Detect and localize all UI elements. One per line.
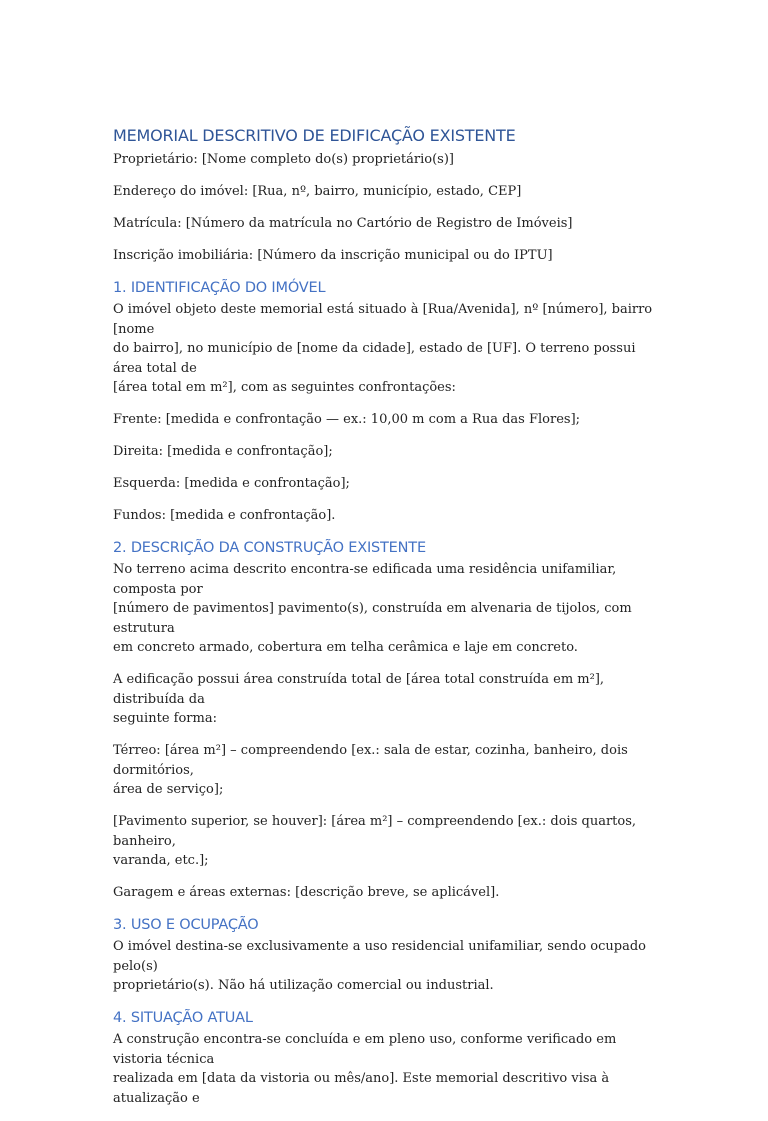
section-heading: 2. DESCRIÇÃO DA CONSTRUÇÃO EXISTENTE [113, 540, 426, 556]
header-field-line: Endereço do imóvel: [Rua, nº, bairro, município, estado, CEP] [113, 184, 522, 199]
paragraph-line: O imóvel objeto deste memorial está situado à [Rua/Avenida], nº [número], bairro [nome [113, 302, 653, 337]
paragraph [113, 442, 653, 462]
paragraph [113, 506, 653, 526]
paragraph-line: em concreto armado, cobertura em telha cerâmica e laje em concreto. [113, 640, 578, 655]
section-heading: 3. USO E OCUPAÇÃO [113, 917, 259, 933]
paragraph-line: Garagem e áreas externas: [descrição breve, se aplicável]. [113, 885, 500, 900]
paragraph-line: O imóvel destina-se exclusivamente a uso residencial unifamiliar, sendo ocupado pelo(s) [113, 939, 646, 974]
paragraph-line: realizada em [data da vistoria ou mês/ano]. Este memorial descritivo visa à atualização e [113, 1071, 610, 1106]
document-sections [113, 278, 653, 1108]
paragraph [113, 474, 653, 494]
paragraph-line: Térreo: [área m²] – compreendendo [ex.: sala de estar, cozinha, banheiro, dois dormitórios, [113, 743, 628, 778]
paragraph [113, 670, 653, 729]
paragraph-line: [Pavimento superior, se houver]: [área m²] – compreendendo [ex.: dois quartos, banheiro, [113, 814, 637, 849]
paragraph [113, 1030, 653, 1108]
paragraph-line: No terreno acima descrito encontra-se edificada uma residência unifamiliar, composta por [113, 562, 617, 597]
paragraph-line: proprietário(s). Não há utilização comercial ou industrial. [113, 978, 494, 993]
section-heading: 4. SITUAÇÃO ATUAL [113, 1010, 253, 1026]
header-fields [113, 150, 653, 266]
document-title: MEMORIAL DESCRITIVO DE EDIFICAÇÃO EXISTENTE [113, 126, 516, 145]
paragraph [113, 812, 653, 871]
paragraph [113, 410, 653, 430]
paragraph [113, 741, 653, 800]
paragraph-line: área de serviço]; [113, 782, 224, 797]
paragraph-line: Direita: [medida e confrontação]; [113, 444, 333, 459]
document-page [113, 126, 653, 1121]
paragraph-line: A edificação possui área construída total de [área total construída em m²], distribuída da [113, 672, 605, 707]
paragraph-line: Fundos: [medida e confrontação]. [113, 508, 336, 523]
paragraph-line: A construção encontra-se concluída e em pleno uso, conforme verificado em vistoria técnica [113, 1032, 617, 1067]
header-field-line: Inscrição imobiliária: [Número da inscrição municipal ou do IPTU] [113, 248, 553, 263]
header-field-line: Proprietário: [Nome completo do(s) proprietário(s)] [113, 152, 454, 167]
paragraph-line: Esquerda: [medida e confrontação]; [113, 476, 350, 491]
paragraph-line: [número de pavimentos] pavimento(s), construída em alvenaria de tijolos, com estrutura [113, 601, 632, 636]
paragraph [113, 937, 653, 996]
section-heading: 1. IDENTIFICAÇÃO DO IMÓVEL [113, 280, 326, 296]
paragraph [113, 883, 653, 903]
header-field-line: Matrícula: [Número da matrícula no Cartório de Registro de Imóveis] [113, 216, 573, 231]
paragraph [113, 560, 653, 658]
paragraph-line: do bairro], no município de [nome da cidade], estado de [UF]. O terreno possui área total de [113, 341, 636, 376]
paragraph-line: [área total em m²], com as seguintes confrontações: [113, 380, 456, 395]
paragraph-line: varanda, etc.]; [113, 853, 209, 868]
paragraph [113, 300, 653, 398]
paragraph-line: Frente: [medida e confrontação — ex.: 10,00 m com a Rua das Flores]; [113, 412, 581, 427]
paragraph-line: seguinte forma: [113, 711, 217, 726]
